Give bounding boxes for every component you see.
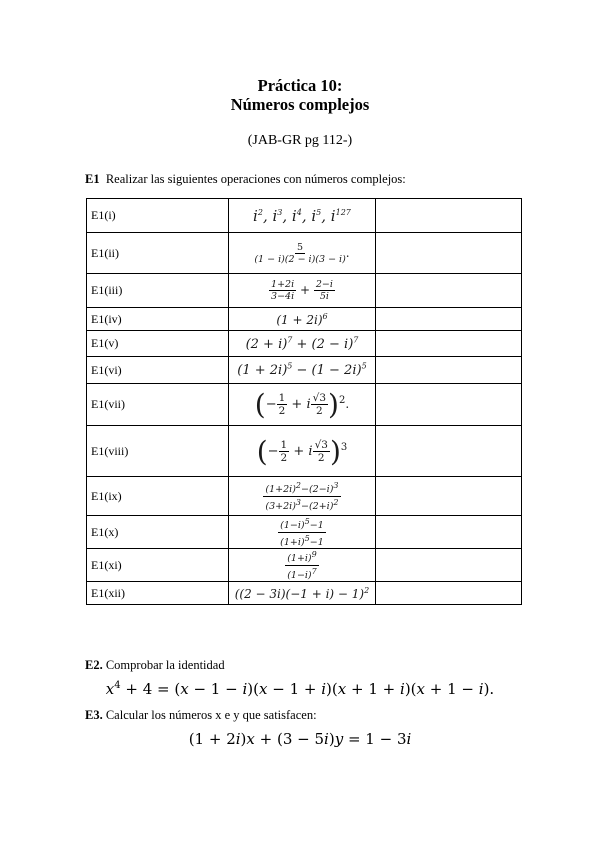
table-row (87, 549, 522, 582)
row-label: E1(ix) (87, 477, 229, 516)
e3-equation: (1 + 2i)x + (3 − 5i)y = 1 − 3i (188, 730, 412, 748)
row-expression: $((2 - 3i)(-1 + i) - 1)^2$ (229, 582, 375, 605)
row-label: E1(x) (87, 516, 229, 549)
e2-statement: Comprobar la identidad (105, 658, 225, 672)
e3-label: E3. (85, 708, 103, 722)
table-row (87, 516, 522, 549)
table-row (87, 426, 522, 477)
exercise-table (86, 198, 522, 605)
row-blank (375, 582, 521, 605)
row-expression: (− $\frac{1}{2}$ + i $\frac{√3}{2}$ )$^2$. (229, 384, 375, 426)
row-label: E1(ii) (87, 233, 229, 274)
row-blank (375, 199, 521, 233)
table-row (87, 308, 522, 331)
row-expression: (− $\frac{1}{2}$ + i $\frac{√3}{2}$ )$^3$ (229, 426, 375, 477)
e3-statement: Calcular los números x e y que satisfacen: (105, 708, 317, 722)
row-blank (375, 516, 521, 549)
row-blank (375, 308, 521, 331)
table-row (87, 233, 522, 274)
row-label: E1(v) (87, 331, 229, 357)
row-label: E1(iv) (87, 308, 229, 331)
table-row (87, 199, 522, 233)
row-expression: $\frac{5}{(1 - i)(2 - i)(3 - i)}$ . (229, 233, 375, 274)
e1-heading (85, 172, 406, 187)
table-row (87, 477, 522, 516)
table-row (87, 357, 522, 384)
row-blank (375, 357, 521, 384)
row-blank (375, 331, 521, 357)
row-label: E1(viii) (87, 426, 229, 477)
row-expression: $\frac{(1+2i)^2-(2-i)^3}{(3+2i)^3-(2+i)^2}$ (229, 477, 375, 516)
row-blank (375, 233, 521, 274)
row-label: E1(i) (87, 199, 229, 233)
row-blank (375, 477, 521, 516)
e1-label: E1 (85, 172, 100, 186)
row-label: E1(xii) (87, 582, 229, 605)
row-label: E1(vii) (87, 384, 229, 426)
row-expression: $(2 + i)^7 + (2 - i)^7$ (229, 331, 375, 357)
row-label: E1(xi) (87, 549, 229, 582)
page-title: Práctica 10: (257, 76, 343, 95)
row-blank (375, 384, 521, 426)
page-subtitle: Números complejos (230, 95, 370, 114)
row-expression: $(1 + 2i)^6$ (229, 308, 375, 331)
row-blank (375, 426, 521, 477)
e1-statement: Realizar las siguientes operaciones con números complejos: (105, 172, 406, 186)
table-row (87, 582, 522, 605)
row-label: E1(iii) (87, 274, 229, 308)
row-label: E1(vi) (87, 357, 229, 384)
row-blank (375, 549, 521, 582)
e3-heading (85, 708, 317, 723)
e2-equation: $x^4 + 4 = (x - 1 - i)(x - 1 + i)(x + 1 + i)(x + 1 - i)$. (105, 680, 495, 698)
row-expression: $i^2$, $i^3$, $i^4$, $i^5$, $i^{127}$ (229, 199, 375, 233)
row-expression: $\frac{1+2i}{3-4i}$ + $\frac{2-i}{5i}$ (229, 274, 375, 308)
row-expression: $(1 + 2i)^5 - (1 - 2i)^5$ (229, 357, 375, 384)
row-expression: $\frac{(1+i)^9}{(1-i)^7}$ (229, 549, 375, 582)
table-row (87, 384, 522, 426)
table-row (87, 274, 522, 308)
table-row (87, 331, 522, 357)
row-blank (375, 274, 521, 308)
reference-text: (JAB-GR pg 112-) (247, 133, 353, 148)
e2-heading (85, 658, 225, 673)
row-expression: $\frac{(1-i)^5-1}{(1+i)^5-1}$ (229, 516, 375, 549)
e2-label: E2. (85, 658, 103, 672)
